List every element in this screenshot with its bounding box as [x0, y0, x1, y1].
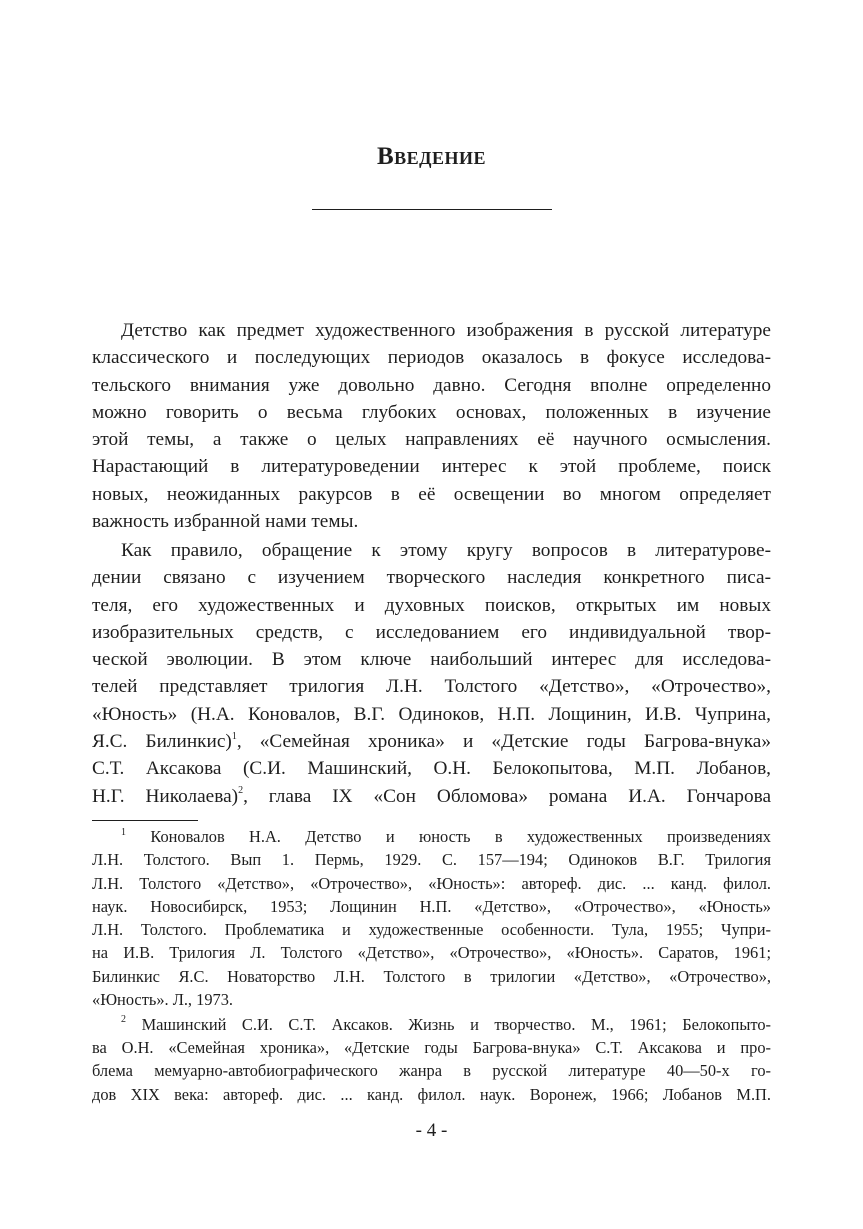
- footnote-line: ва О.Н. «Семейная хроника», «Детские годы Багрова-внука» С.Т. Аксакова и про-: [92, 1038, 771, 1058]
- footnote-line: на И.В. Трилогия Л. Толстого «Детство», «Отрочество», «Юность». Саратов, 1961;: [92, 943, 771, 963]
- footnote-line: наук. Новосибирск, 1953; Лощинин Н.П. «Детство», «Отрочество», «Юность»: [92, 896, 771, 916]
- footnote-separator: [92, 820, 198, 821]
- text-line: изобразительных средств, с исследованием его индивидуальной твор-: [92, 621, 771, 643]
- text-line: можно говорить о весьма глубоких основах, положенных в изучение: [92, 401, 771, 423]
- footnote-mark-1: 1: [121, 826, 126, 838]
- footnote-line: Билинкис Я.С. Новаторство Л.Н. Толстого в трилогии «Детство», «Отрочество»,: [92, 966, 771, 986]
- text-line: дении связано с изучением творческого наследия конкретного писа-: [92, 567, 771, 589]
- text-fragment: Н.Г. Николаева): [92, 785, 239, 807]
- text-line: теля, его художественных и духовных поисков, открытых им новых: [92, 594, 771, 616]
- footnote-line: Л.Н. Толстого «Детство», «Отрочество», «Юность»: автореф. дис. ... канд. филол.: [92, 873, 771, 893]
- footnote-ref-1: 1: [231, 730, 237, 742]
- text-line: [92, 783, 771, 810]
- text-line: телей представляет трилогия Л.Н. Толстого «Детство», «Отрочество»,: [92, 676, 771, 698]
- text-fragment: , глава IX «Сон Обломова» романа И.А. Гончарова: [243, 785, 771, 807]
- text-line: Детство как предмет художественного изображения в русской литературе: [121, 320, 771, 341]
- footnote-ref-2: 2: [238, 785, 244, 797]
- text-line: ческой эволюции. В этом ключе наибольший интерес для исследова-: [92, 649, 771, 671]
- text-line: важность избранной нами темы.: [92, 511, 359, 533]
- text-line: классического и последующих периодов оказалось в фокусе исследова-: [92, 347, 771, 369]
- footnote-mark-2: 2: [121, 1014, 126, 1026]
- text-fragment: , «Семейная хроника» и «Детские годы Багрова-внука»: [236, 731, 771, 753]
- text-line: тельского внимания уже довольно давно. Сегодня вполне определенно: [92, 374, 771, 396]
- footnote-line: Л.Н. Толстого. Проблематика и художественные особенности. Тула, 1955; Чупри-: [92, 920, 771, 940]
- footnote-text: Машинский С.И. С.Т. Аксаков. Жизнь и творчество. М., 1961; Белокопыто-: [141, 1014, 771, 1034]
- page-number: - 4 -: [415, 1120, 448, 1141]
- text-fragment: Я.С. Билинкис): [92, 731, 232, 753]
- text-line: новых, неожиданных ракурсов в её освещении во многом определяет: [92, 483, 771, 505]
- footnotes: [92, 825, 771, 1106]
- text-line: этой темы, а также о целых направлениях её научного осмысления.: [92, 429, 771, 451]
- text-line: «Юность» (Н.А. Коновалов, В.Г. Одиноков, Н.П. Лощинин, И.В. Чуприна,: [92, 703, 771, 725]
- text-line: Как правило, обращение к этому кругу вопросов в литературове-: [121, 539, 771, 561]
- title-underline: [312, 209, 552, 210]
- footnote-line: блема мемуарно-автобиографического жанра в русской литературе 40—50-х го-: [92, 1061, 771, 1081]
- footnote-line: «Юность». Л., 1973.: [92, 990, 234, 1010]
- footnote-line: Л.Н. Толстого. Вып 1. Пермь, 1929. С. 157—194; Одиноков В.Г. Трилогия: [92, 850, 771, 870]
- text-line: Нарастающий в литературоведении интерес к этой проблеме, поиск: [92, 456, 771, 478]
- footnote-text: Коновалов Н.А. Детство и юность в художественных произведениях: [150, 827, 771, 846]
- main-text: [92, 317, 771, 810]
- footnote-line: дов XIX века: автореф. дис. ... канд. филол. наук. Воронеж, 1966; Лобанов М.П.: [92, 1084, 771, 1104]
- footnote-line: [92, 1013, 771, 1036]
- text-line: [92, 728, 771, 755]
- footnote-line: [92, 825, 771, 848]
- text-line: С.Т. Аксакова (С.И. Машинский, О.Н. Белокопытова, М.П. Лобанов,: [92, 758, 771, 780]
- chapter-title: Введение: [376, 143, 487, 170]
